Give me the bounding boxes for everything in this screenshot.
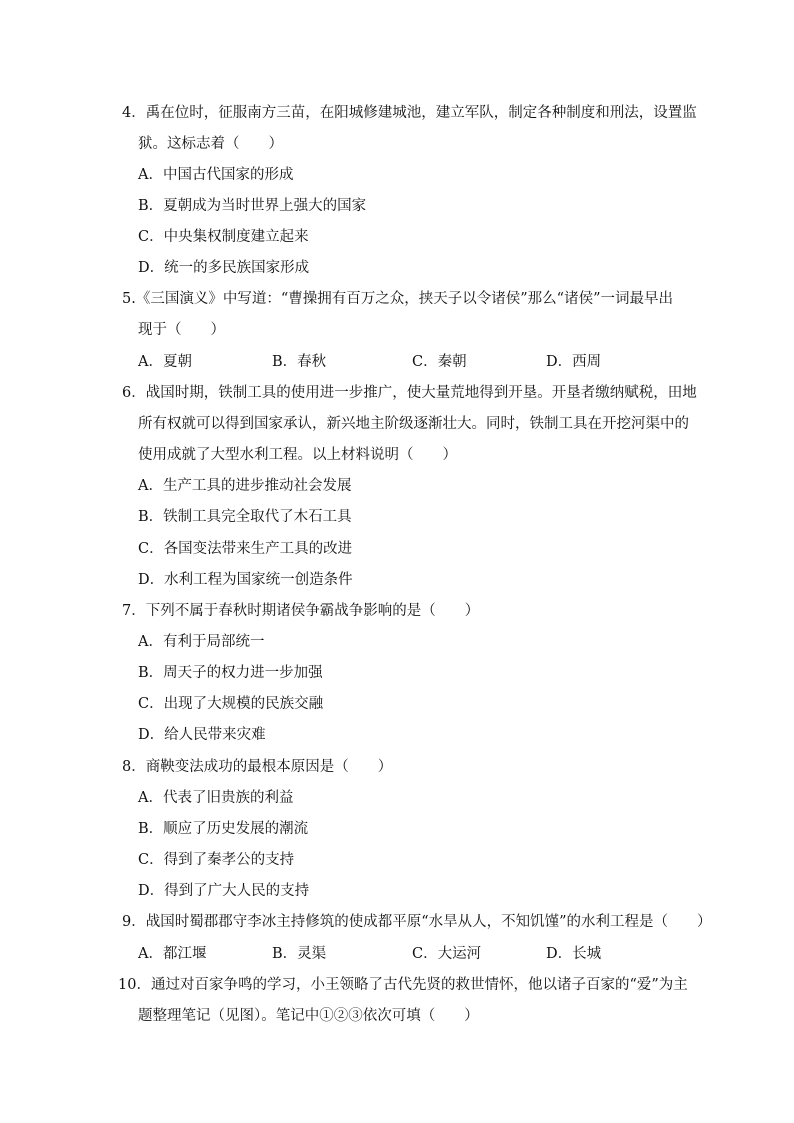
question-8-option-a[interactable]: A．代表了旧贵族的利益 <box>138 790 294 806</box>
question-7-option-b[interactable]: B．周天子的权力进一步加强 <box>138 665 323 681</box>
question-8-option-c[interactable]: C．得到了秦孝公的支持 <box>138 852 295 868</box>
question-6-line-1: 6．战国时期，铁制工具的使用进一步推广，使大量荒地得到开垦。开垦者缴纳赋税，田地 <box>122 385 697 401</box>
question-8-option-b[interactable]: B．顺应了历史发展的潮流 <box>138 821 309 837</box>
question-10-line-1: 10．通过对百家争鸣的学习，小王领略了古代先贤的救世情怀，他以诸子百家的“爱”为主 <box>118 977 688 993</box>
question-5-option-c[interactable]: C．秦朝 <box>412 354 467 370</box>
question-4-option-c[interactable]: C．中央集权制度建立起来 <box>138 229 309 245</box>
question-7-option-c[interactable]: C．出现了大规模的民族交融 <box>138 696 324 712</box>
question-4-option-b[interactable]: B．夏朝成为当时世界上强大的国家 <box>138 198 367 214</box>
question-4-line-1: 4．禹在位时，征服南方三苗，在阳城修建城池，建立军队，制定各种制度和刑法，设置监 <box>122 105 697 121</box>
question-9-option-a[interactable]: A．都江堰 <box>138 946 207 962</box>
question-6-option-d[interactable]: D．水利工程为国家统一创造条件 <box>138 572 353 588</box>
question-6-line-2: 所有权就可以得到国家承认，新兴地主阶级逐渐壮大。同时，铁制工具在开挖河渠中的 <box>138 416 689 432</box>
question-9-option-d[interactable]: D．长城 <box>546 946 602 962</box>
question-6-option-b[interactable]: B．铁制工具完全取代了木石工具 <box>138 509 352 525</box>
question-5-option-b[interactable]: B．春秋 <box>272 354 327 370</box>
question-7-option-d[interactable]: D．给人民带来灾难 <box>138 727 266 743</box>
question-10-line-2: 题整理笔记（见图）。笔记中①②③依次可填（ ） <box>138 1008 479 1024</box>
question-4-option-a[interactable]: A．中国古代国家的形成 <box>138 167 294 183</box>
question-7-line-1: 7．下列不属于春秋时期诸侯争霸战争影响的是（ ） <box>122 603 480 619</box>
question-5-line-2: 现于（ ） <box>138 322 225 338</box>
question-9-option-c[interactable]: C．大运河 <box>412 946 482 962</box>
question-7-option-a[interactable]: A．有利于局部统一 <box>138 634 265 650</box>
question-6-option-a[interactable]: A．生产工具的进步推动社会发展 <box>138 478 352 494</box>
question-8-option-d[interactable]: D．得到了广大人民的支持 <box>138 883 310 899</box>
question-4-option-d[interactable]: D．统一的多民族国家形成 <box>138 260 310 276</box>
question-9-line-1: 9．战国时蜀郡郡守李冰主持修筑的使成都平原“水旱从人，不知饥馑”的水利工程是（ ） <box>122 914 712 930</box>
question-5-option-a[interactable]: A．夏朝 <box>138 354 192 370</box>
question-4-line-2: 狱。这标志着（ ） <box>138 136 283 152</box>
question-5-line-1: 5.《三国演义》中写道：“曹操拥有百万之众，挟天子以令诸侯”那么“诸侯”一词最早出 <box>122 291 673 307</box>
question-6-option-c[interactable]: C．各国变法带来生产工具的改进 <box>138 541 353 557</box>
question-8-line-1: 8．商鞅变法成功的最根本原因是（ ） <box>122 759 393 775</box>
question-9-option-b[interactable]: B．灵渠 <box>272 946 327 962</box>
question-6-line-3: 使用成就了大型水利工程。以上材料说明（ ） <box>138 447 457 463</box>
question-5-option-d[interactable]: D．西周 <box>546 354 602 370</box>
